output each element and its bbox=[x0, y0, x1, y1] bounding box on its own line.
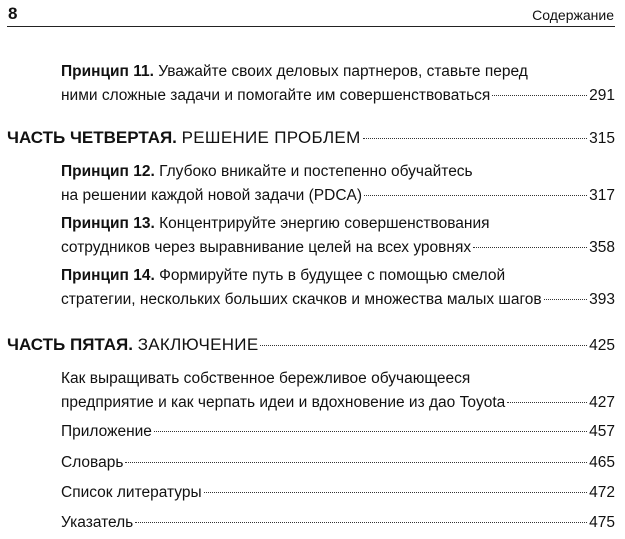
principle-label: Принцип 12. bbox=[61, 163, 155, 180]
toc-part-five[interactable] bbox=[7, 333, 615, 358]
toc-entry-principle-14[interactable] bbox=[61, 264, 615, 312]
running-head: Содержание bbox=[532, 7, 614, 23]
part-title: РЕШЕНИЕ ПРОБЛЕМ bbox=[181, 128, 361, 147]
chapter-title-line: Как выращивать собственное бережливое обучающееся bbox=[61, 370, 471, 387]
toc-entry-conclusion[interactable] bbox=[61, 367, 615, 415]
toc-part-four[interactable] bbox=[7, 126, 615, 151]
principle-title-line: Формируйте путь в будущее с помощью смелой bbox=[159, 267, 506, 284]
page-ref: 425 bbox=[589, 337, 615, 354]
page-ref: 465 bbox=[589, 454, 615, 471]
page-ref: 475 bbox=[589, 514, 615, 531]
page-ref: 472 bbox=[589, 484, 615, 501]
dot-leader bbox=[125, 462, 587, 463]
page-ref: 393 bbox=[589, 291, 615, 308]
toc-entry-references[interactable] bbox=[61, 481, 615, 505]
dot-leader bbox=[544, 299, 588, 300]
principle-title-line: Уважайте своих деловых партнеров, ставьте перед bbox=[158, 63, 528, 80]
principle-title-line: Концентрируйте энергию совершенствования bbox=[159, 215, 490, 232]
principle-title-line: сотрудников через выравнивание целей на всех уровнях bbox=[61, 239, 472, 256]
section-title: Список литературы bbox=[61, 484, 202, 501]
page-ref: 427 bbox=[589, 394, 615, 411]
section-title: Приложение bbox=[61, 423, 152, 440]
dot-leader bbox=[473, 247, 587, 248]
chapter-title-line: предприятие и как черпать идеи и вдохновение из дао Toyota bbox=[61, 394, 506, 411]
header-rule bbox=[7, 26, 615, 27]
page-ref: 315 bbox=[589, 130, 615, 147]
page-header bbox=[0, 0, 625, 26]
part-label: ЧАСТЬ ПЯТАЯ. bbox=[7, 335, 133, 354]
toc-entry-index[interactable] bbox=[61, 511, 615, 535]
page-number: 8 bbox=[8, 4, 18, 23]
dot-leader bbox=[135, 522, 587, 523]
section-title: Указатель bbox=[61, 514, 134, 531]
principle-title-line: на решении каждой новой задачи (PDCA) bbox=[61, 187, 363, 204]
dot-leader bbox=[363, 138, 588, 139]
dot-leader bbox=[204, 492, 587, 493]
page-ref: 358 bbox=[589, 239, 615, 256]
toc-entry-appendix[interactable] bbox=[61, 420, 615, 444]
toc-entry-principle-12[interactable] bbox=[61, 160, 615, 208]
principle-title-line: ними сложные задачи и помогайте им совершенствоваться bbox=[61, 87, 491, 104]
dot-leader bbox=[507, 402, 587, 403]
dot-leader bbox=[154, 431, 587, 432]
principle-title-line: стратегии, нескольких больших скачков и множества малых шагов bbox=[61, 291, 542, 308]
part-title: ЗАКЛЮЧЕНИЕ bbox=[137, 335, 259, 354]
toc-entry-principle-11[interactable] bbox=[61, 60, 615, 108]
section-title: Словарь bbox=[61, 454, 124, 471]
toc-entry-glossary[interactable] bbox=[61, 451, 615, 475]
principle-label: Принцип 11. bbox=[61, 63, 154, 80]
page-ref: 317 bbox=[589, 187, 615, 204]
dot-leader bbox=[260, 345, 587, 346]
principle-label: Принцип 14. bbox=[61, 267, 155, 284]
page-ref: 291 bbox=[589, 87, 615, 104]
page-ref: 457 bbox=[589, 423, 615, 440]
dot-leader bbox=[364, 195, 587, 196]
principle-label: Принцип 13. bbox=[61, 215, 155, 232]
principle-title-line: Глубоко вникайте и постепенно обучайтесь bbox=[159, 163, 473, 180]
part-label: ЧАСТЬ ЧЕТВЕРТАЯ. bbox=[7, 128, 177, 147]
dot-leader bbox=[492, 95, 587, 96]
toc-entry-principle-13[interactable] bbox=[61, 212, 615, 260]
